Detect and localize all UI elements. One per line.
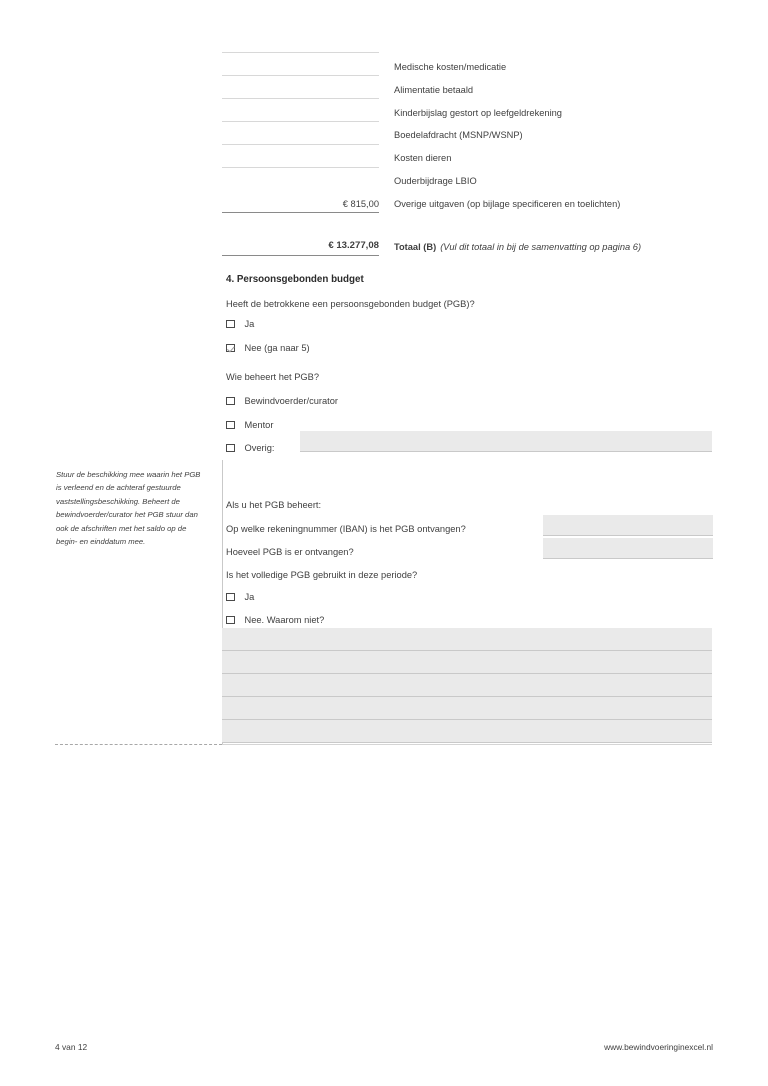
option-label: Ja xyxy=(244,592,255,602)
expense-amount-line[interactable] xyxy=(222,121,379,122)
option-manager-bewindvoerder[interactable] xyxy=(226,394,338,408)
footer-website: www.bewindvoeringinexcel.nl xyxy=(604,1042,713,1052)
expense-label: Overige uitgaven (op bijlage specificeren en toelichten) xyxy=(394,199,621,209)
checkbox-icon[interactable] xyxy=(226,320,235,329)
expense-amount-line[interactable] xyxy=(222,212,379,213)
expense-label: Medische kosten/medicatie xyxy=(394,62,507,72)
bottom-divider xyxy=(222,744,712,745)
checkbox-icon[interactable] xyxy=(226,397,235,406)
explanation-line[interactable] xyxy=(222,720,712,743)
option-manager-mentor[interactable] xyxy=(226,418,273,432)
expense-label: Alimentatie betaald xyxy=(394,85,474,95)
explanation-line[interactable] xyxy=(222,628,712,651)
option-has-pgb-ja[interactable] xyxy=(226,317,254,331)
section-heading: 4. Persoonsgebonden budget xyxy=(226,274,364,285)
option-label: Overig: xyxy=(244,443,275,453)
option-manager-overig[interactable] xyxy=(226,441,274,455)
overig-input[interactable] xyxy=(300,431,712,452)
option-label: Mentor xyxy=(244,420,274,430)
explanation-line[interactable] xyxy=(222,651,712,674)
checkbox-icon[interactable] xyxy=(226,421,235,430)
explanation-line[interactable] xyxy=(222,697,712,720)
expense-amount-value: € 815,00 xyxy=(342,199,379,209)
expense-amount-line[interactable] xyxy=(222,167,379,168)
total-label: Totaal (B) xyxy=(394,242,437,252)
option-label: Bewindvoerder/curator xyxy=(244,396,339,406)
checkbox-icon[interactable] xyxy=(226,616,235,625)
option-fully-used-nee[interactable] xyxy=(226,613,324,627)
option-fully-used-ja[interactable] xyxy=(226,590,254,604)
expense-label: Kosten dieren xyxy=(394,153,452,163)
option-label: Nee (ga naar 5) xyxy=(244,343,310,353)
question-iban: Op welke rekeningnummer (IBAN) is het PGB ontvangen? xyxy=(226,524,466,534)
expense-amount-line[interactable] xyxy=(222,98,379,99)
question-fully-used: Is het volledige PGB gebruikt in deze periode? xyxy=(226,570,418,580)
total-note: (Vul dit totaal in bij de samenvatting op pagina 6) xyxy=(440,242,642,252)
expense-amount-line[interactable] xyxy=(222,144,379,145)
expense-label: Kinderbijslag gestort op leefgeldrekening xyxy=(394,108,562,118)
iban-input[interactable] xyxy=(543,515,713,536)
total-amount: € 13.277,08 xyxy=(328,240,379,251)
option-label: Ja xyxy=(244,319,255,329)
manager-intro: Als u het PGB beheert: xyxy=(226,500,322,510)
side-note: Stuur de beschikking mee waarin het PGB is verleend en de achteraf gestuurde vaststellingsbeschikking. Beheert de bewindvoerder/curator het PGB stuur dan ook de afschriften met het saldo op de begin- en einddatum mee. xyxy=(56,470,201,547)
amount-received-input[interactable] xyxy=(543,538,713,559)
expense-label: Ouderbijdrage LBIO xyxy=(394,176,477,186)
expense-amount-line[interactable] xyxy=(222,75,379,76)
total-underline xyxy=(222,255,379,256)
total-label-group xyxy=(394,241,641,253)
expense-amount-line[interactable] xyxy=(222,52,379,53)
question-has-pgb: Heeft de betrokkene een persoonsgebonden budget (PGB)? xyxy=(226,299,475,309)
question-who-manages: Wie beheert het PGB? xyxy=(226,372,320,382)
question-amount-received: Hoeveel PGB is er ontvangen? xyxy=(226,547,354,557)
option-label: Nee. Waarom niet? xyxy=(244,615,325,625)
page-number: 4 van 12 xyxy=(55,1042,88,1052)
option-has-pgb-nee[interactable] xyxy=(226,341,310,355)
checkbox-checked-icon[interactable] xyxy=(226,344,235,353)
expense-label: Boedelafdracht (MSNP/WSNP) xyxy=(394,130,523,140)
checkbox-icon[interactable] xyxy=(226,593,235,602)
dashed-divider xyxy=(55,744,222,745)
explanation-line[interactable] xyxy=(222,674,712,697)
checkbox-icon[interactable] xyxy=(226,444,235,453)
